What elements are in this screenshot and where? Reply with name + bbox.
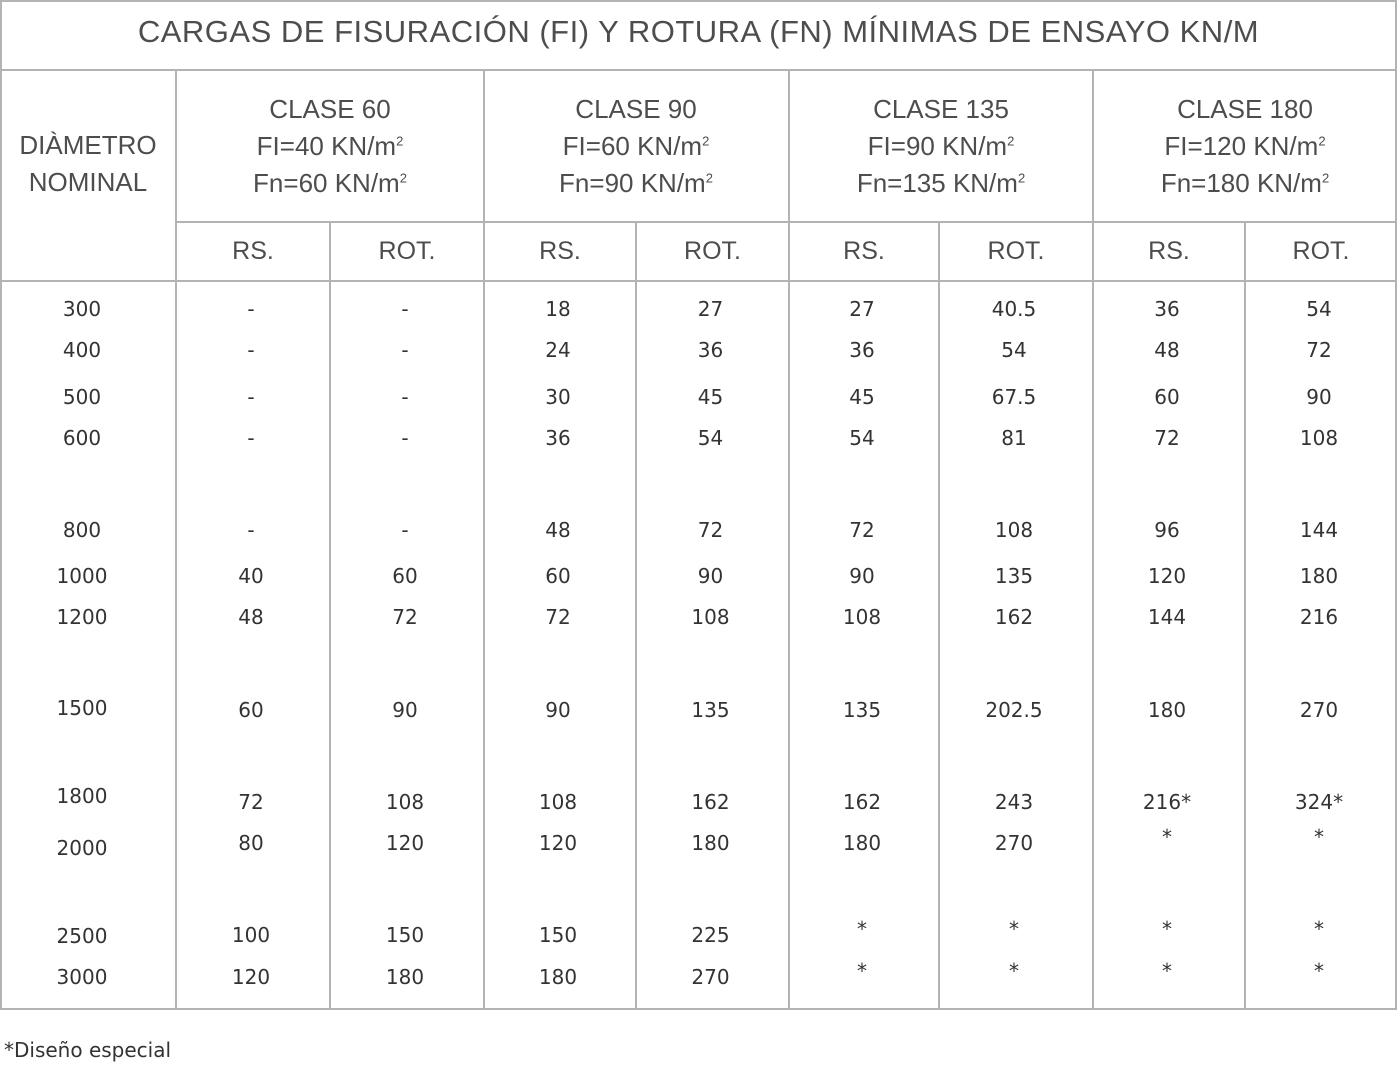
value-cell: 135 (994, 564, 1034, 588)
value-cell: 27 (697, 297, 724, 321)
value-cell: 180 (691, 831, 730, 855)
value-cell: 45 (849, 385, 875, 409)
diameter-cell: 300 (62, 297, 102, 321)
value-cell: 40.5 (991, 297, 1037, 321)
value-cell: 72 (545, 605, 571, 629)
value-cell: - (247, 426, 255, 450)
value-cell: 162 (994, 605, 1034, 629)
value-cell: 144 (1147, 605, 1187, 629)
sub-header: RS. (843, 237, 885, 265)
diameter-cell: 400 (62, 338, 102, 362)
value-cell: 90 (392, 698, 418, 722)
value-cell: 180 (1299, 564, 1339, 588)
class-header (486, 91, 786, 202)
value-cell: - (401, 297, 409, 321)
value-cell: 150 (385, 923, 425, 947)
value-cell: 202.5 (985, 698, 1043, 722)
value-cell: * (857, 917, 867, 941)
value-cell: 108 (691, 605, 730, 629)
value-cell: 72 (238, 790, 264, 814)
diameter-cell: 1000 (56, 564, 108, 588)
value-cell: 144 (1299, 518, 1339, 542)
value-cell: * (1314, 959, 1324, 983)
grid-hline (0, 69, 1397, 71)
value-cell: 48 (238, 605, 264, 629)
value-cell: - (401, 426, 409, 450)
sub-header: RS. (539, 237, 581, 265)
value-cell: 36 (697, 338, 724, 362)
class-fn: Fn=90 $KN/m^2$ (559, 168, 713, 198)
value-cell: 108 (994, 518, 1034, 542)
value-cell: 180 (538, 965, 578, 989)
value-cell: 36 (1154, 297, 1180, 321)
diameter-cell: 1800 (56, 784, 108, 808)
value-cell: - (401, 338, 409, 362)
value-cell: - (247, 338, 255, 362)
value-cell: 54 (849, 426, 875, 450)
value-cell: 120 (231, 965, 271, 989)
value-cell: 18 (545, 297, 571, 321)
value-cell: 120 (1147, 564, 1187, 588)
value-cell: 81 (1001, 426, 1027, 450)
value-cell: - (247, 297, 255, 321)
value-cell: * (857, 959, 867, 983)
value-cell: 48 (545, 518, 571, 542)
class-fn: Fn=135 $KN/m^2$ (856, 168, 1026, 198)
class-fi: FI=60 $KN/m^2$ (562, 131, 710, 161)
value-cell: 72 (1306, 338, 1332, 362)
value-cell: 120 (385, 831, 425, 855)
value-cell: 54 (1001, 338, 1027, 362)
table-title: CARGAS DE FISURACIÓN (FI) Y ROTURA (FN) MÍNIMAS DE ENSAYO KN/M (137, 14, 1260, 49)
value-cell: 90 (697, 564, 724, 588)
value-cell: 67.5 (991, 385, 1037, 409)
grid-hline (176, 221, 1397, 223)
value-cell: 162 (842, 790, 882, 814)
value-cell: 90 (1306, 385, 1332, 409)
value-cell: * (1162, 825, 1172, 849)
value-cell: * (1314, 917, 1324, 941)
value-cell: 108 (385, 790, 425, 814)
diameter-header-line-1: DIÀMETRO (19, 130, 157, 160)
value-cell: 108 (1299, 426, 1339, 450)
value-cell: 36 (849, 338, 875, 362)
class-fi: FI=120 $KN/m^2$ (1164, 131, 1326, 161)
class-name: CLASE 135 (873, 94, 1009, 124)
value-cell: - (247, 385, 255, 409)
value-cell: 80 (238, 831, 264, 855)
value-cell: 72 (1154, 426, 1180, 450)
value-cell: 72 (392, 605, 418, 629)
value-cell: * (1009, 917, 1019, 941)
value-cell: 60 (238, 698, 264, 722)
value-cell: 54 (697, 426, 724, 450)
value-cell: * (1314, 825, 1324, 849)
diameter-header-line-2: NOMINAL (28, 167, 148, 197)
value-cell: 72 (849, 518, 875, 542)
grid-hline (0, 280, 1397, 282)
value-cell: 60 (545, 564, 571, 588)
value-cell: 30 (545, 385, 571, 409)
sub-header: RS. (1148, 237, 1190, 265)
diameter-cell: 1500 (56, 696, 108, 720)
value-cell: 135 (842, 698, 882, 722)
value-cell: - (401, 518, 409, 542)
value-cell: 48 (1154, 338, 1180, 362)
value-cell: 324* (1294, 790, 1344, 814)
value-cell: 96 (1154, 518, 1180, 542)
class-header (180, 91, 480, 202)
value-cell: 270 (1299, 698, 1339, 722)
value-cell: 90 (849, 564, 875, 588)
sub-header: ROT. (684, 237, 741, 265)
value-cell: 108 (538, 790, 578, 814)
value-cell: 60 (392, 564, 418, 588)
footnote: *Diseño especial (4, 1038, 172, 1062)
value-cell: 60 (1154, 385, 1180, 409)
class-fn: Fn=180 $KN/m^2$ (1160, 168, 1330, 198)
sub-header: RS. (232, 237, 274, 265)
value-cell: 135 (691, 698, 730, 722)
diameter-header (0, 127, 176, 201)
value-cell: 180 (1147, 698, 1187, 722)
diameter-cell: 2500 (56, 924, 108, 948)
diameter-cell: 500 (62, 385, 102, 409)
value-cell: 162 (691, 790, 730, 814)
value-cell: 180 (842, 831, 882, 855)
value-cell: 270 (691, 965, 730, 989)
class-fi: FI=90 $KN/m^2$ (867, 131, 1015, 161)
value-cell: 24 (545, 338, 571, 362)
sub-header: ROT. (987, 237, 1045, 265)
diameter-cell: 1200 (56, 605, 108, 629)
value-cell: 36 (545, 426, 571, 450)
value-cell: 90 (545, 698, 571, 722)
value-cell: 216 (1299, 605, 1339, 629)
value-cell: 54 (1306, 297, 1332, 321)
sub-header: ROT. (1292, 237, 1350, 265)
value-cell: 216* (1142, 790, 1192, 814)
value-cell: 243 (994, 790, 1034, 814)
value-cell: 150 (538, 923, 578, 947)
value-cell: 40 (238, 564, 264, 588)
value-cell: 225 (691, 923, 730, 947)
class-name: CLASE 60 (269, 94, 391, 124)
class-name: CLASE 90 (575, 94, 697, 124)
value-cell: 180 (385, 965, 425, 989)
diameter-cell: 2000 (56, 836, 108, 860)
value-cell: 108 (842, 605, 882, 629)
class-header (1095, 91, 1395, 202)
value-cell: 72 (697, 518, 724, 542)
diameter-cell: 600 (62, 426, 102, 450)
value-cell: - (247, 518, 255, 542)
diameter-cell: 800 (62, 518, 102, 542)
value-cell: * (1009, 959, 1019, 983)
value-cell: 45 (697, 385, 724, 409)
class-fi: FI=40 $KN/m^2$ (256, 131, 404, 161)
class-fn: Fn=60 $KN/m^2$ (253, 168, 407, 198)
sub-header: ROT. (378, 237, 436, 265)
value-cell: * (1162, 959, 1172, 983)
diameter-cell: 3000 (56, 965, 108, 989)
class-header (791, 91, 1091, 202)
value-cell: * (1162, 917, 1172, 941)
value-cell: 27 (849, 297, 875, 321)
value-cell: - (401, 385, 409, 409)
value-cell: 270 (994, 831, 1034, 855)
value-cell: 100 (231, 923, 271, 947)
value-cell: 120 (538, 831, 578, 855)
class-name: CLASE 180 (1177, 94, 1313, 124)
